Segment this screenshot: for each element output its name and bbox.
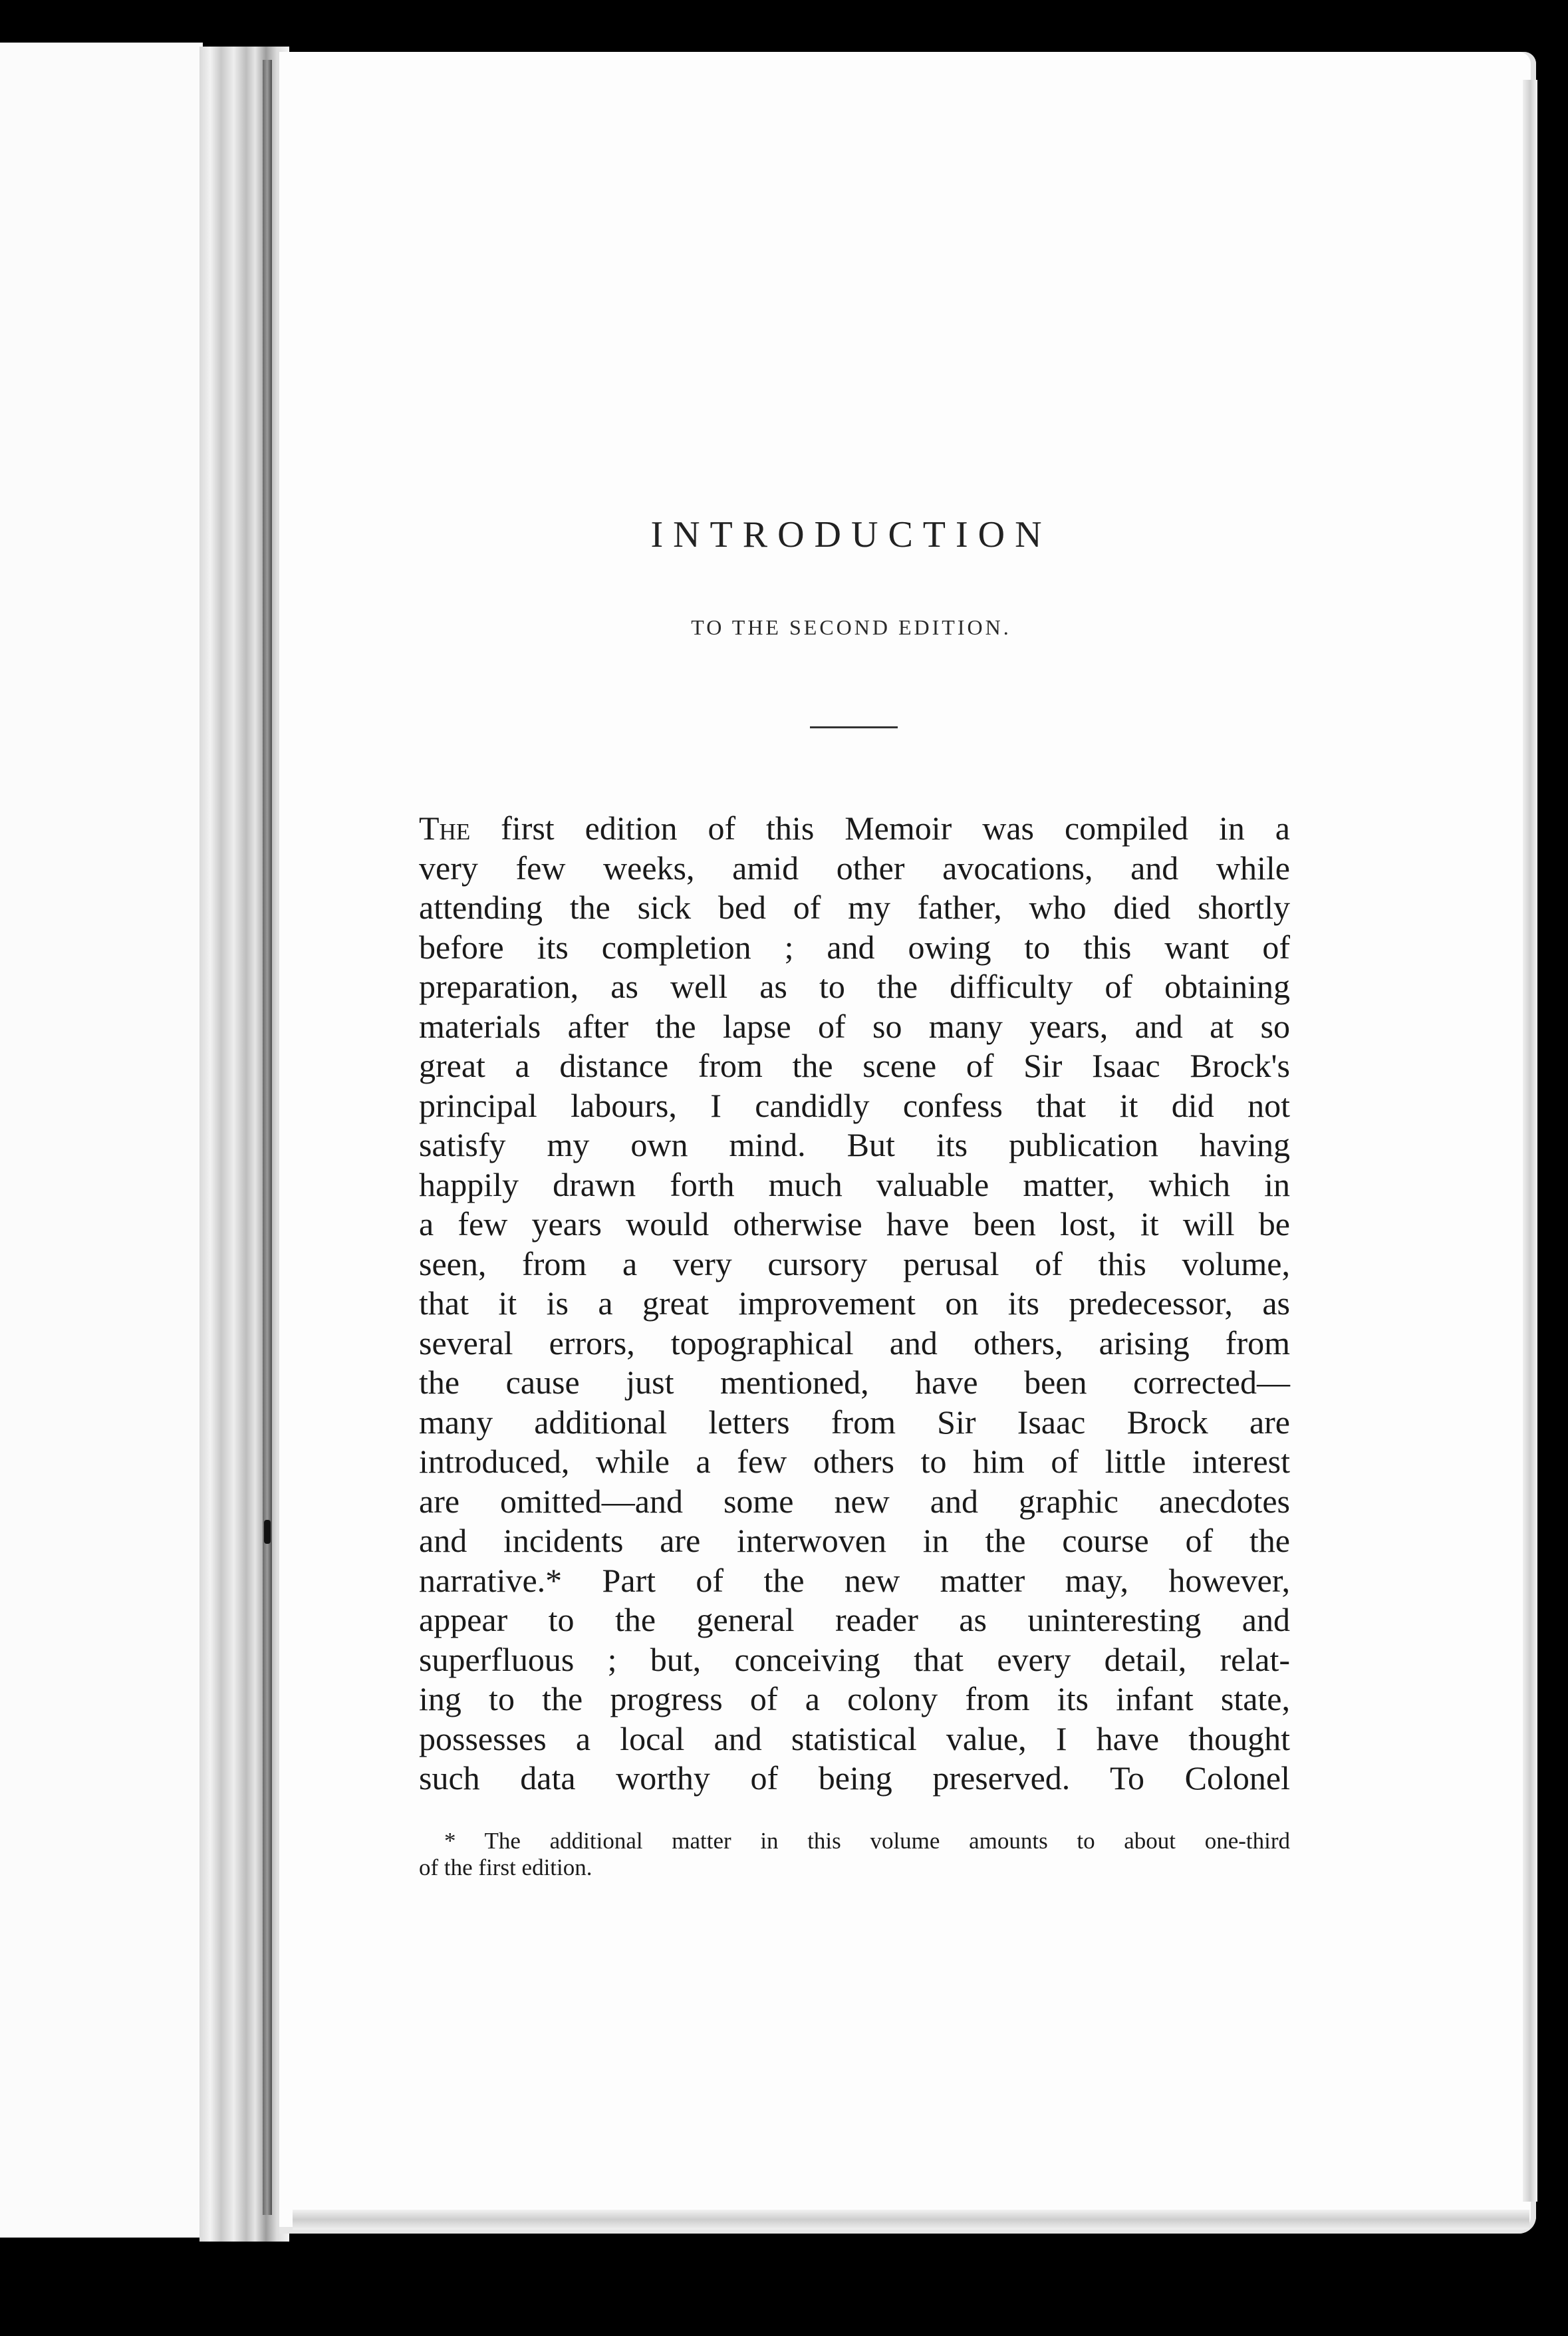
binding-shadow <box>263 60 272 2215</box>
body-line: that it is a great improvement on its predecessor, as <box>419 1284 1290 1322</box>
body-line: great a distance from the scene of Sir Isaac Brock's <box>419 1047 1290 1084</box>
body-line: happily drawn forth much valuable matter, which in <box>419 1165 1290 1203</box>
body-line: superfluous ; but, conceiving that every detail, relat- <box>419 1640 1290 1678</box>
body-line: satisfy my own mind. But its publication having <box>419 1126 1290 1163</box>
body-line-text: first edition of this Memoir was compiled in a <box>470 809 1290 847</box>
body-line: and incidents are interwoven in the course of the <box>419 1522 1290 1559</box>
opening-word: The <box>419 809 471 847</box>
body-line: preparation, as well as to the difficulty of obtaining <box>419 968 1290 1005</box>
body-line: introduced, while a few others to him of little interest <box>419 1443 1290 1480</box>
body-line: many additional letters from Sir Isaac Brock are <box>419 1403 1290 1441</box>
binding-mark <box>264 1520 271 1544</box>
body-line: appear to the general reader as uninteresting and <box>419 1601 1290 1638</box>
body-line: narrative.* Part of the new matter may, however, <box>419 1561 1290 1599</box>
footnote-line: of the first edition. <box>419 1854 592 1880</box>
body-line: possesses a local and statistical value, I have thought <box>419 1719 1290 1757</box>
page-subtitle: TO THE SECOND EDITION. <box>691 615 1011 639</box>
body-line: very few weeks, amid other avocations, and while <box>419 849 1290 887</box>
body-line: principal labours, I candidly confess that it did not <box>419 1086 1290 1124</box>
page-edge-bottom <box>293 2210 1529 2230</box>
blank-facing-page <box>0 43 203 2238</box>
page-title: INTRODUCTION <box>650 514 1052 555</box>
body-line: such data worthy of being preserved. To Colonel <box>419 1759 1290 1797</box>
footnote <box>419 1828 1290 1881</box>
section-rule <box>810 726 898 728</box>
body-text <box>419 809 1290 1799</box>
body-line: ing to the progress of a colony from its infant state, <box>419 1680 1290 1717</box>
body-line: are omitted—and some new and graphic anecdotes <box>419 1482 1290 1520</box>
book-gutter <box>199 47 289 2242</box>
page-edge-right <box>1523 80 1537 2202</box>
body-line: seen, from a very cursory perusal of this volume, <box>419 1244 1290 1282</box>
body-line: several errors, topographical and others, arising from <box>419 1324 1290 1362</box>
body-line: before its completion ; and owing to this want of <box>419 928 1290 966</box>
footnote-line: * The additional matter in this volume amounts to about one-third <box>444 1828 1290 1854</box>
body-line: materials after the lapse of so many years, and at so <box>419 1007 1290 1045</box>
body-line: a few years would otherwise have been lost, it will be <box>419 1205 1290 1242</box>
body-line: the cause just mentioned, have been corrected— <box>419 1364 1290 1401</box>
body-line <box>419 809 1290 849</box>
body-line: attending the sick bed of my father, who died shortly <box>419 889 1290 926</box>
